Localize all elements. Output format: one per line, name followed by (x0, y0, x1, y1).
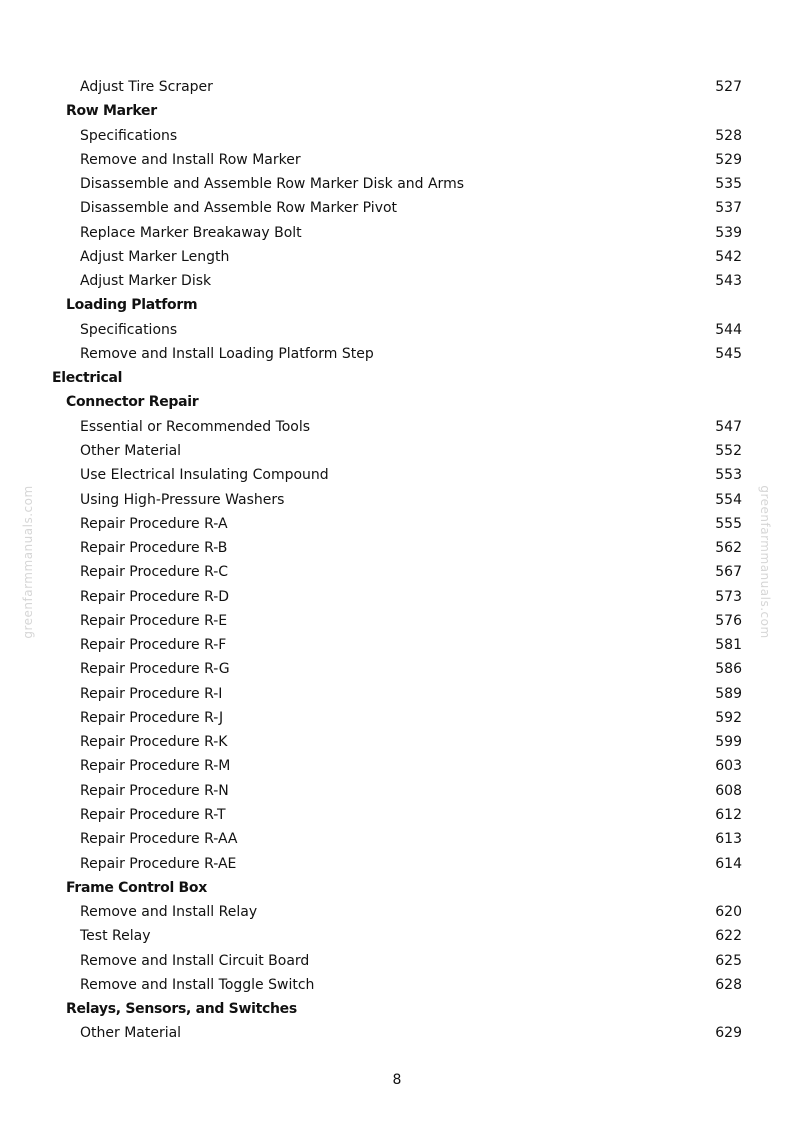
toc-entry[interactable] (0, 803, 794, 827)
toc-entry-page: 545 (715, 345, 742, 362)
toc-entry[interactable] (0, 269, 794, 293)
toc-entry[interactable] (0, 1021, 794, 1045)
toc-entry[interactable] (0, 463, 794, 487)
toc-entry-title: Repair Procedure R-M (80, 758, 231, 775)
toc-entry-title: Relays, Sensors, and Switches (66, 1001, 297, 1018)
toc-entry[interactable] (0, 536, 794, 560)
toc-entry-page: 622 (715, 928, 742, 945)
toc-entry-title: Remove and Install Relay (80, 904, 258, 921)
watermark-left: greenfarmmanuals.com (21, 485, 35, 639)
toc-entry-title: Repair Procedure R-D (80, 588, 230, 605)
toc-chapter-heading (0, 366, 794, 390)
toc-entry-title: Frame Control Box (66, 879, 207, 896)
toc-entry-title: Remove and Install Toggle Switch (80, 976, 315, 993)
toc-entry-page: 612 (715, 806, 742, 823)
toc-entry-page: 599 (715, 734, 742, 751)
toc-entry-page: 555 (715, 515, 742, 532)
toc-entry-title: Repair Procedure R-J (80, 709, 224, 726)
toc-entry-title: Repair Procedure R-A (80, 515, 228, 532)
toc-entry[interactable] (0, 245, 794, 269)
toc-entry-title: Connector Repair (66, 394, 199, 411)
toc-entry-title: Disassemble and Assemble Row Marker Pivot (80, 200, 398, 217)
table-of-contents (0, 75, 794, 1046)
toc-entry-title: Repair Procedure R-E (80, 612, 228, 629)
toc-entry-title: Adjust Marker Disk (80, 273, 212, 290)
toc-entry-page: 527 (715, 79, 742, 95)
toc-entry-page: 625 (715, 952, 742, 969)
toc-entry-page: 589 (715, 685, 742, 702)
toc-section-heading (0, 876, 794, 900)
toc-entry-title: Other Material (80, 1025, 182, 1042)
toc-entry-page: 573 (715, 588, 742, 605)
toc-entry-page: 592 (715, 709, 742, 726)
toc-entry[interactable] (0, 196, 794, 220)
watermark-right: greenfarmmanuals.com (758, 485, 772, 639)
toc-entry-title: Essential or Recommended Tools (80, 418, 311, 435)
toc-entry[interactable] (0, 779, 794, 803)
toc-entry-page: 620 (715, 904, 742, 921)
toc-entry-title: Repair Procedure R-G (80, 661, 230, 678)
toc-entry-title: Specifications (80, 127, 178, 144)
toc-entry-page: 543 (715, 273, 742, 290)
toc-entry-page: 608 (715, 782, 742, 799)
toc-entry-title: Remove and Install Circuit Board (80, 952, 310, 969)
toc-entry[interactable] (0, 949, 794, 973)
toc-entry-page: 562 (715, 540, 742, 557)
toc-entry[interactable] (0, 609, 794, 633)
toc-entry-page: 603 (715, 758, 742, 775)
toc-entry-title: Use Electrical Insulating Compound (80, 467, 329, 484)
toc-entry-page: 628 (715, 976, 742, 993)
toc-entry[interactable] (0, 75, 794, 99)
toc-entry-title: Repair Procedure R-F (80, 637, 227, 654)
toc-entry-page: 567 (715, 564, 742, 581)
toc-entry[interactable] (0, 730, 794, 754)
toc-entry[interactable] (0, 852, 794, 876)
toc-entry-page: 552 (715, 442, 742, 459)
toc-entry[interactable] (0, 221, 794, 245)
toc-entry[interactable] (0, 124, 794, 148)
toc-entry-title: Repair Procedure R-N (80, 782, 229, 799)
toc-entry[interactable] (0, 560, 794, 584)
toc-entry[interactable] (0, 706, 794, 730)
toc-entry[interactable] (0, 827, 794, 851)
toc-entry-page: 539 (715, 224, 742, 241)
toc-entry-title: Adjust Tire Scraper (80, 79, 213, 95)
toc-entry-page: 586 (715, 661, 742, 678)
toc-entry-title: Adjust Marker Length (80, 248, 230, 265)
toc-entry[interactable] (0, 633, 794, 657)
toc-entry-title: Repair Procedure R-T (80, 806, 226, 823)
toc-entry[interactable] (0, 900, 794, 924)
toc-entry[interactable] (0, 439, 794, 463)
toc-section-heading (0, 390, 794, 414)
toc-entry-title: Repair Procedure R-C (80, 564, 229, 581)
toc-entry[interactable] (0, 585, 794, 609)
toc-entry-title: Disassemble and Assemble Row Marker Disk and Arms (80, 176, 465, 193)
toc-entry-title: Electrical (52, 370, 123, 387)
toc-entry[interactable] (0, 342, 794, 366)
toc-entry-title: Loading Platform (66, 297, 198, 314)
toc-entry[interactable] (0, 754, 794, 778)
toc-entry-page: 535 (715, 176, 742, 193)
toc-entry-title: Remove and Install Loading Platform Step (80, 345, 374, 362)
toc-entry-title: Repair Procedure R-AA (80, 831, 238, 848)
toc-entry-title: Other Material (80, 442, 182, 459)
toc-entry[interactable] (0, 512, 794, 536)
toc-entry-title: Repair Procedure R-K (80, 734, 228, 751)
toc-entry-title: Repair Procedure R-AE (80, 855, 237, 872)
toc-entry-title: Specifications (80, 321, 178, 338)
toc-entry-title: Row Marker (66, 103, 157, 120)
toc-section-heading (0, 997, 794, 1021)
toc-entry-page: 528 (715, 127, 742, 144)
toc-entry-title: Repair Procedure R-I (80, 685, 223, 702)
toc-entry-title: Using High-Pressure Washers (80, 491, 285, 508)
toc-entry-title: Test Relay (80, 928, 151, 945)
toc-entry-title: Replace Marker Breakaway Bolt (80, 224, 302, 241)
toc-entry-page: 613 (715, 831, 742, 848)
toc-entry[interactable] (0, 172, 794, 196)
toc-entry-page: 553 (715, 467, 742, 484)
toc-section-heading (0, 293, 794, 317)
toc-entry-page: 537 (715, 200, 742, 217)
toc-entry[interactable] (0, 682, 794, 706)
toc-entry-page: 581 (715, 637, 742, 654)
toc-entry-page: 576 (715, 612, 742, 629)
toc-entry-title: Repair Procedure R-B (80, 540, 228, 557)
toc-section-heading (0, 99, 794, 123)
toc-entry-page: 614 (715, 855, 742, 872)
toc-entry-page: 547 (715, 418, 742, 435)
toc-entry[interactable] (0, 488, 794, 512)
toc-entry-page: 544 (715, 321, 742, 338)
toc-entry[interactable] (0, 657, 794, 681)
toc-entry[interactable] (0, 148, 794, 172)
toc-entry-title: Remove and Install Row Marker (80, 151, 301, 168)
toc-entry[interactable] (0, 415, 794, 439)
toc-entry-page: 529 (715, 151, 742, 168)
toc-entry[interactable] (0, 973, 794, 997)
page-number: 8 (392, 1072, 402, 1088)
toc-entry-page: 554 (715, 491, 742, 508)
toc-entry[interactable] (0, 318, 794, 342)
toc-entry-page: 629 (715, 1025, 742, 1042)
toc-entry[interactable] (0, 924, 794, 948)
toc-entry-page: 542 (715, 248, 742, 265)
